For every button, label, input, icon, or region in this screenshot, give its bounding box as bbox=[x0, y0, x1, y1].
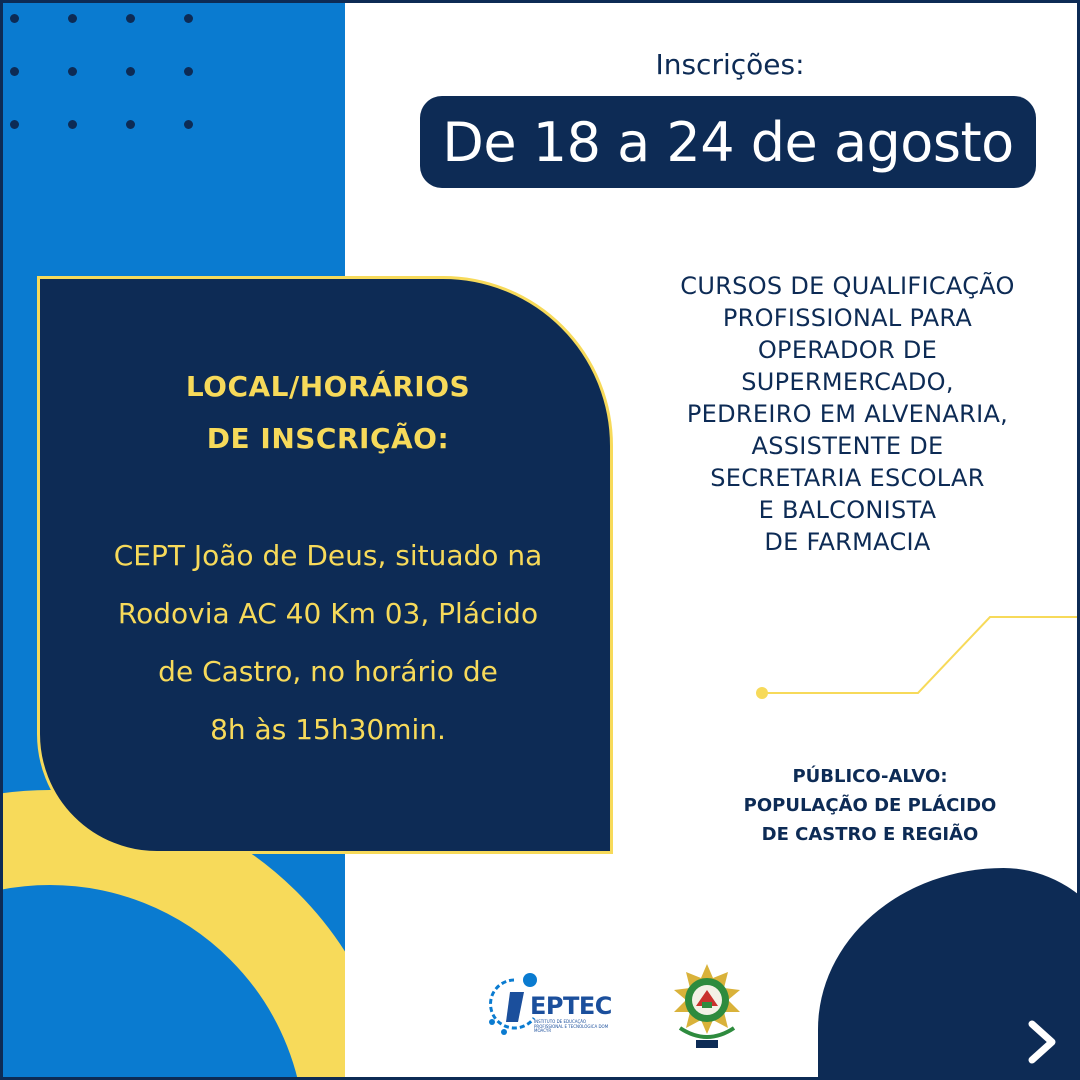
target-audience-line: POPULAÇÃO DE PLÁCIDO bbox=[743, 795, 997, 816]
ieptec-tagline: INSTITUTO DE EDUCAÇÃO PROFISSIONAL E TECNOLÓGICA DOM MOACYR bbox=[534, 1019, 609, 1033]
courses-line: E BALCONISTA bbox=[758, 496, 937, 524]
location-title-line: LOCAL/HORÁRIOS bbox=[185, 370, 471, 403]
location-info-card bbox=[37, 276, 613, 854]
courses-line: PROFISSIONAL PARA bbox=[722, 304, 973, 332]
location-detail-line: de Castro, no horário de bbox=[158, 655, 498, 688]
target-audience-label: PÚBLICO-ALVO: bbox=[792, 766, 948, 787]
courses-line: ASSISTENTE DE bbox=[751, 432, 944, 460]
registration-date: De 18 a 24 de agosto bbox=[442, 110, 1014, 174]
courses-line: OPERADOR DE bbox=[757, 336, 938, 364]
registration-label: Inscrições: bbox=[655, 48, 805, 81]
next-slide-button[interactable] bbox=[1012, 1012, 1072, 1072]
location-detail-line: Rodovia AC 40 Km 03, Plácido bbox=[117, 597, 539, 630]
courses-line: SUPERMERCADO, bbox=[741, 368, 954, 396]
location-detail-line: 8h às 15h30min. bbox=[210, 713, 446, 746]
courses-line: PEDREIRO EM ALVENARIA, bbox=[686, 400, 1009, 428]
ieptec-logo bbox=[484, 966, 624, 1038]
location-details bbox=[50, 527, 606, 759]
chevron-right-icon bbox=[1012, 1012, 1072, 1072]
state-coat-of-arms-icon bbox=[666, 962, 748, 1054]
location-title-line: DE INSCRIÇÃO: bbox=[206, 422, 450, 455]
courses-line: SECRETARIA ESCOLAR bbox=[710, 464, 985, 492]
courses-line: CURSOS DE QUALIFICAÇÃO bbox=[680, 272, 1015, 300]
courses-line: DE FARMACIA bbox=[764, 528, 931, 556]
target-audience-line: DE CASTRO E REGIÃO bbox=[761, 824, 979, 845]
ieptec-wordmark: EPTEC bbox=[530, 992, 612, 1020]
location-title bbox=[40, 361, 616, 465]
location-detail-line: CEPT João de Deus, situado na bbox=[113, 539, 543, 572]
